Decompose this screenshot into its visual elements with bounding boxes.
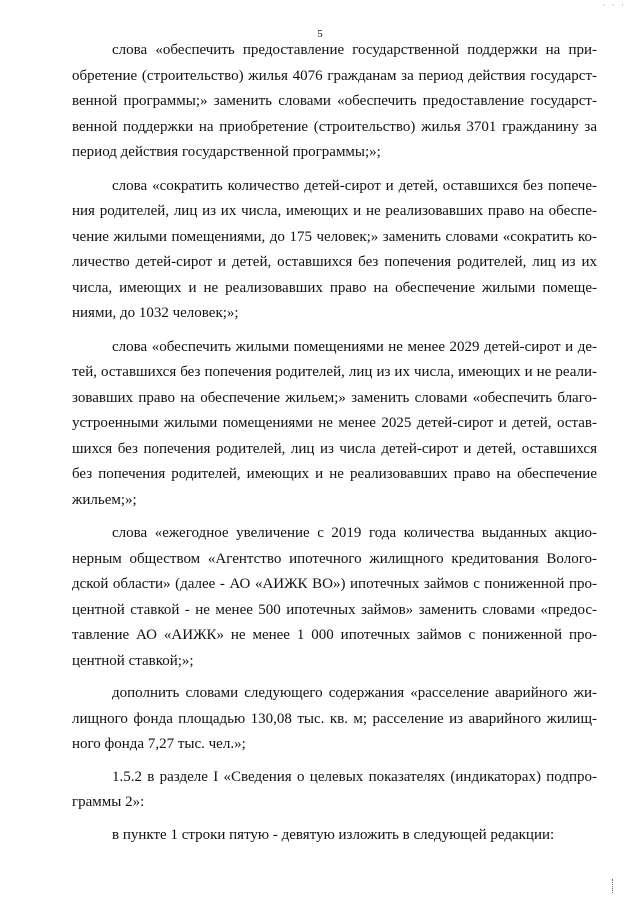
paragraph-item-instruction: в пункте 1 строки пятую - девятую изложить в следующей редакции: xyxy=(112,826,555,843)
page-number: 5 xyxy=(317,28,323,40)
paragraph-emergency-housing: дополнить словами следующего содержания «расселение аварийного жилищного фонда площадью 130,08 тыс. кв. м; расселение из аварийного жилищного фонда 7,27 тыс. чел.»; xyxy=(72,685,597,752)
paragraph-section-heading: 1.5.2 в разделе I «Сведения о целевых показателях (индикаторах) подпрограммы 2»: xyxy=(72,768,597,810)
corner-mark: · · · xyxy=(602,0,626,10)
paragraph-mortgage-loans: слова «ежегодное увеличение с 2019 года количества выданных акционерным обществом «Агентство ипотечного жилищного кредитования Вологодской области» (далее - АО «АИЖК ВО») ипотечных займов с пониженной процентной ставкой - не менее 500 ипотечных займов» заменить словами «предоставление АО «АИЖК» не менее 1 000 ипотечных займов с пониженной процентной ставкой;»; xyxy=(72,525,597,669)
document-body xyxy=(72,38,597,848)
paragraph-orphans-reduce: слова «сократить количество детей-сирот и детей, оставшихся без попечения родителей, лиц из их числа, имеющих и не реализовавших право на обеспечение жилыми помещениями, до 175 человек;» заменить словами «сократить количество детей-сирот и детей, оставшихся без попечения родителей, лиц из их числа, имеющих и не реализовавших право на обеспечение жилыми помещениями, до 1032 человек;»; xyxy=(72,177,597,321)
paragraph-orphans-housing: слова «обеспечить жилыми помещениями не менее 2029 детей-сирот и детей, оставшихся без попечения родителей, лиц из их числа, имеющих и не реализовавших право на обеспечение жильем;» заменить словами «обеспечить благоустроенными жилыми помещениями не менее 2025 детей-сирот и детей, оставшихся без попечения родителей, лиц из числа детей-сирот и детей, оставшихся без попечения родителей, имеющих и не реализовавших право на обеспечение жильем;»; xyxy=(72,338,597,508)
paragraph-housing-support: слова «обеспечить предоставление государственной поддержки на приобретение (строительство) жилья 4076 гражданам за период действия государственной программы;» заменить словами «обеспечить предоставление государственной поддержки на приобретение (строительство) жилья 3701 гражданину за период действия государственной программы;»; xyxy=(72,42,597,160)
edge-mark xyxy=(612,879,616,893)
